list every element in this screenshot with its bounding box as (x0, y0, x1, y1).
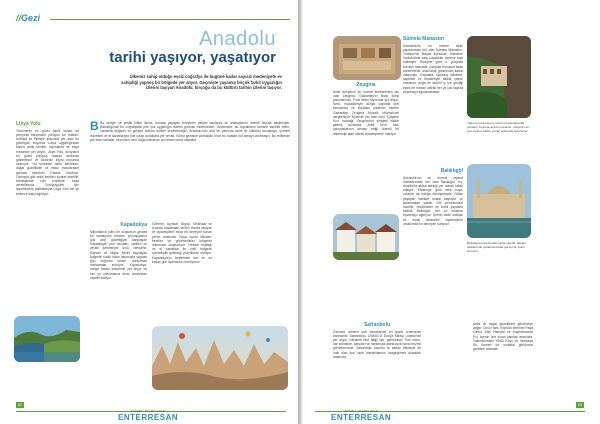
likya-title: Likya Yolu (16, 121, 41, 127)
footer-brand (118, 410, 178, 422)
section-rule (50, 19, 290, 20)
goreme-column (152, 222, 212, 322)
balikli-column (403, 168, 463, 318)
mosque-lake-image (467, 164, 531, 238)
kicker: Anadolu (199, 28, 276, 50)
safranbolu-column-2 (473, 322, 533, 400)
sumela-caption-col (467, 122, 531, 152)
spine (297, 0, 303, 424)
footer-brand-small: ISTANBUL TICARET ODASI (130, 410, 166, 413)
intro-text (90, 121, 290, 142)
section-title: Gezi (21, 13, 41, 23)
kapadokya-text: Milyonlarca yıllık bir oluşumun gerçek bir sanatçının elinden çıkmışçasına göz alıcı güzelliğiyle karşılayan Kapadokya, peri bacaları, vadileri ve yeraltı şehirleriyle ünlü. Nevşehir, Kayseri ve Niğde illerini kapsayan bölgede sıcak hava balonuyla yapılan gün doğumu turları, unutulmaz manzaralar sunuyor. Kapadokya, dünya mirası listesinde yer alıyor ve her yıl milyonlarca turist tarafından ziyaret ediliyor. (90, 229, 147, 280)
page-number-right: 63 (577, 403, 582, 408)
zeugma-photo (333, 36, 401, 80)
intro-body: Bu zengin ve çeşitli kültür akımı, burada yaşayan bireylerin yaşam tarzlarını ve anlayışlarını önemli ölçüde etkilemiştir. Bakıldığında bu coğrafyada pek çok uygarlığın izlerini görmek mümkündür. Gezimizde, bu toprakların tarihine tanıklık eden, zamanla değişen ve gelişen kültürü birlikte keşfedeceğiz. Anadolu'nun dört bir yanında tarihi ile kültürün buluştuğu, yöresel lezzetleri ve el sanatlarıyla öne çıkan duraklara yer verdik. Kültür gezisine çıkmadan önce bu rotaları not almayı unutmayın. Bu rehberde yer alan noktalar, hem tarih hem doğa tutkunları için ilham verici olacaktır. (90, 121, 290, 142)
kapadokya-photo (152, 326, 288, 390)
page-number: 62 (18, 403, 23, 408)
sumela-title: Sümela Manastırı (403, 36, 445, 42)
zeugma-title: Zeugma (356, 82, 376, 88)
safranbolu-photo (333, 214, 399, 260)
sumela-caption: Yapının restorasyon süreci tamamlanarak yeniden ziyarete açılan manastır, bölgenin en çok ziyaret edilen yerleri arasında bulunuyor. (467, 122, 530, 133)
balikli-photo (467, 164, 531, 238)
balikli-text: Şanlıurfa'nın en önemli ziyaret noktalarından biri olan Balıklıgöl, Hz. İbrahim'in ateşe atıldığı yer olarak kabul ediliyor. Efsaneye göre ateş suya, odunlar da balığa dönüşmüştür. Gölde yaşayan balıklar kutsal sayılıyor ve avlanmaları yasak. Göl çevresindeki camiler, medreseler ve tarihi yapılarla birlikte Balıklıgöl, her yıl binlerce ziyaretçiyi ağırlıyor. Şehrin tarihi dokusu ve sıcak atmosferi ziyaretçilere unutulmaz bir deneyim sunuyor. (403, 175, 463, 226)
section-label (16, 13, 40, 23)
goreme-text: Göreme, Uçhisar, Ürgüp, Ortahisar ve Avanos kasabaları tarihin izlerini taşıyan ve ziyaretçilere eşsiz bir deneyim sunan yerler arasında. Kaya oyma kiliseler, freskler ve güvercinlikler bölgenin dokusunu oluşturuyor. Yöresel mutfağı ve el sanatları ile ünlü bölgede çömlekçilik geleneği yüzyıllardır sürüyor. Kapadokya'yı keşfetmek için en az birkaç gün ayırmanızı öneriyoruz. (152, 222, 212, 264)
coastal-landscape-image (14, 316, 80, 362)
footer-brand-name: ENTERRESAN (118, 413, 179, 422)
balikli-caption: Balıklıgöl çevresindeki tarihi yapılar, akşam saatlerinde ışıklandırılarak görsel bir şölen sunuyor. (467, 242, 526, 253)
safranbolu-title: Safranbolu (363, 322, 391, 328)
left-page (0, 0, 299, 424)
balikli-caption-col (467, 242, 531, 266)
zeugma-text: Antik dünyanın en önemli kentlerinden biri olan Zeugma, Gaziantep'in Nizip ilçesi yakınlarında, Fırat Nehri kıyısında yer alıyor. Kent, mozaikleriyle dünya çapında üne kavuşmuş ve buradan çıkarılan eserler Gaziantep Zeugma Mozaik Müzesi'nde sergileniyor. Müzede yer alan ünlü 'Çingene Kızı' mozaiği, Zeugma'nın simgesi haline gelmiş durumda. Antik kent, kazı çalışmalarının devam ettiği önemli bir arkeolojik alan olarak ziyaretçilerini bekliyor. (333, 89, 399, 136)
ancient-ruins-image (333, 36, 401, 80)
section-prefix: // (16, 13, 22, 23)
safranbolu-text-2: tarihi ve doğal güzellikleri görülmeye değer. Cinci Hanı, Köprülü Mehmet Paşa Camii, Eski Hamam ve Kaymakamlar Evi, ilçenin öne çıkan yapıları arasında. Yakınlarındaki Yörük Köyü ve İncekaya Su Kemeri de mutlaka görülmesi gereken noktalar. (473, 322, 533, 352)
right-page (301, 0, 600, 424)
zeugma-column (333, 82, 399, 212)
sumela-photo (467, 36, 531, 118)
likya-photo (14, 316, 80, 362)
footer-brand-right (331, 410, 391, 422)
fairy-chimneys-image (152, 326, 288, 390)
safranbolu-text: Osmanlı dönemi sivil mimarisinin en güzel örneklerini barındıran Safranbolu, UNESCO Dünya Mirası Listesi'nde yer alıyor. Karabük iline bağlı ilçe, geleneksel Türk evleri, dar sokakları, çarşıları ve hanlarıyla adeta açık hava müzesi görünümünde. Safranbolu lokumu ve safran bitkisiyle de ünlü olan ilçe, tarih meraklılarının vazgeçilmez durakları arasında. (333, 329, 421, 359)
sumela-text: Karadeniz'in en önemli tarihi yapılarından biri olan Sümela Manastırı, Trabzon'un Maçka ilçesinde, Altındere Vadisi'ndeki sarp kayalıklar üzerine inşa edilmiştir. Rivayete göre 4. yüzyılda kurulan manastır, yüzyıllar boyunca farklı dönemlerde onarılarak günümüze kadar ulaşmıştır. Kayalara oyulmuş kiliseleri, şapelleri ve freskleriyle dikkat çeken manastır, doğa ile tarihin iç içe geçtiği eşsiz bir mekan olarak her yıl çok sayıda ziyaretçiyi ağırlamaktadır. (403, 43, 463, 94)
drop-cap: B (90, 121, 99, 133)
footer-brand-name-right: ENTERRESAN (331, 413, 392, 422)
page-title: tarihi yaşıyor, yaşatıyor (109, 49, 276, 66)
likya-column (16, 121, 79, 311)
kapadokya-title: Kapadokya (120, 222, 147, 228)
intro-column (90, 121, 290, 221)
lede: Ülkemiz sahip olduğu eşsiz coğrafya ile bugüne kadar sayısız medeniyete ev sahipliği yapmış bir bölgede yer alıyor. Geçmişte yaşamış birçok farklı uygarlığın izlerini taşıyan Anadolu, birçoğu da bu kültürü tarihin izlerini taşıyor. (121, 74, 282, 91)
balikli-title: Balıklıgöl (440, 168, 463, 174)
ottoman-houses-image (333, 214, 399, 260)
footer-brand-small-right: ISTANBUL TICARET ODASI (343, 410, 379, 413)
likya-text: Yürümenin en güzel halini sunan bir yemyeşil bahçesine yürüyüş tur rotaları. Antalya ile Fethiye arasında yer alan bu güzergah boyunca Likya uygarlığından kalma antik kentler, tapınaklar ve kaya mezarları yer alıyor. Likya Yolu, dünyanın en güzel yürüyüş rotaları arasında gösteriliyor ve Akdeniz kıyısı boyunca uzanıyor. Yol üzerinde tarihi kalıntıları, doğal güzellikleri ve eşsiz manzaraları görmek mümkün. Patara, Xanthos, Olympos gibi antik kentleri ziyaret edebilir, konaklamak için köylerde mola verebilirsiniz. Yürüyüşçüler için işaretlenmiş patikalarıyla Likya Yolu her yıl binlerce kişiyi ağırlıyor. (16, 128, 79, 196)
monastery-cliff-image (467, 36, 531, 118)
sumela-column (403, 36, 463, 166)
safranbolu-column (333, 322, 421, 400)
kapadokya-column (90, 222, 147, 382)
